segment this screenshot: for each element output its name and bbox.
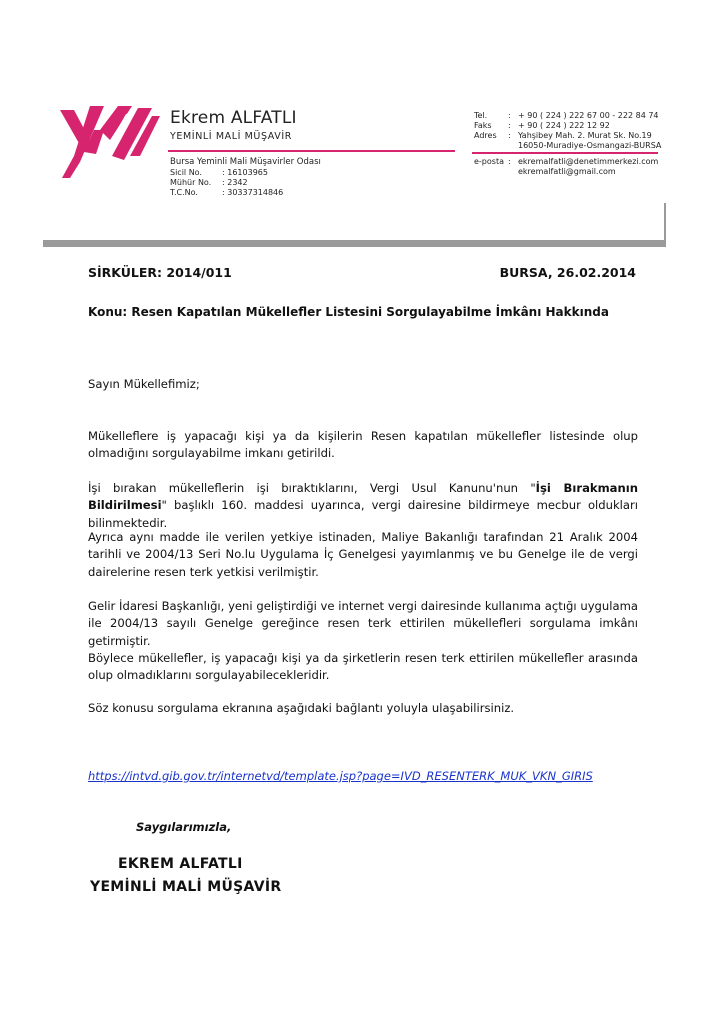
ymm-logo-icon xyxy=(60,100,162,180)
law-article-title: İşi Bırakmanın Bildirilmesi xyxy=(88,481,638,513)
place-date: BURSA, 26.02.2014 xyxy=(499,265,636,280)
signer-name: EKREM ALFATLI xyxy=(118,856,243,872)
paragraph: İşi bırakan mükelleflerin işi bıraktıklarını, Vergi Usul Kanunu'nun "İşi Bırakmanın Bildirilmesi" başlıklı 160. maddesi uyarınca, vergi dairesine bildirmeye mecbur oldukları bilinmektedir. xyxy=(88,481,638,530)
email-row: e-posta : ekremalfatli@denetimmerkezi.com xyxy=(474,157,659,166)
brand-name: Ekrem ALFATLI xyxy=(170,108,297,128)
query-link[interactable]: https://intvd.gib.gov.tr/internetvd/template.jsp?page=IVD_RESENTERK_MUK_VKN_GIRIS xyxy=(88,769,593,783)
circular-number: SİRKÜLER: 2014/011 xyxy=(88,265,232,280)
signer-title: YEMİNLİ MALİ MÜŞAVİR xyxy=(90,879,282,895)
registry-row: Sicil No. : 16103965 xyxy=(170,168,268,177)
contact-row: 16050-Muradiye-Osmangazi-BURSA xyxy=(518,141,662,150)
contact-row: Tel. : + 90 ( 224 ) 222 67 00 - 222 84 74 xyxy=(474,111,659,120)
paragraph: Gelir İdaresi Başkanlığı, yeni geliştirdiği ve internet vergi dairesinde kullanıma açtığı uygulama ile 2004/13 sayılı Genelge gereğince resen terk ettirilen mükellefleri sorgulama imkânı getirmiştir. xyxy=(88,599,638,648)
registry-row: Mühür No. : 2342 xyxy=(170,178,248,187)
header-divider-bar xyxy=(43,240,666,247)
header-rule-left xyxy=(168,150,455,152)
subject-line: Konu: Resen Kapatılan Mükellefler Listesini Sorgulayabilme İmkânı Hakkında xyxy=(88,305,609,319)
paragraph: Söz konusu sorgulama ekranına aşağıdaki bağlantı yoluyla ulaşabilirsiniz. xyxy=(88,701,515,715)
header-divider-vertical xyxy=(664,203,666,243)
contact-row: Faks : + 90 ( 224 ) 222 12 92 xyxy=(474,121,610,130)
header-rule-right xyxy=(472,152,658,154)
paragraph: Böylece mükellefler, iş yapacağı kişi ya da şirketlerin resen terk ettirilen mükellefler arasında olup olmadıklarını sorgulayabilecekleridir. xyxy=(88,651,638,683)
registry-row: T.C.No. : 30337314846 xyxy=(170,188,284,197)
paragraph: Ayrıca aynı madde ile verilen yetkiye istinaden, Maliye Bakanlığı tarafından 21 Aralık 2004 tarihli ve 2004/13 Seri No.lu Uygulama İç Genelgesi yayımlanmış ve bu Genelge ile de vergi dairelerine resen terk yetkisi verilmiştir. xyxy=(88,530,638,579)
contact-row: Adres : Yahşibey Mah. 2. Murat Sk. No.19 xyxy=(474,131,652,140)
chamber-name: Bursa Yeminli Mali Müşavirler Odası xyxy=(170,157,321,167)
email-row: ekremalfatli@gmail.com xyxy=(518,167,616,176)
brand-title: YEMİNLİ MALİ MÜŞAVİR xyxy=(170,131,292,142)
closing: Saygılarımızla, xyxy=(136,820,232,834)
paragraph: Mükelleflere iş yapacağı kişi ya da kişilerin Resen kapatılan mükellefler listesinde olup olmadığını sorgulayabilme imkanı getirildi. xyxy=(88,429,638,461)
greeting: Sayın Mükellefimiz; xyxy=(88,377,200,391)
